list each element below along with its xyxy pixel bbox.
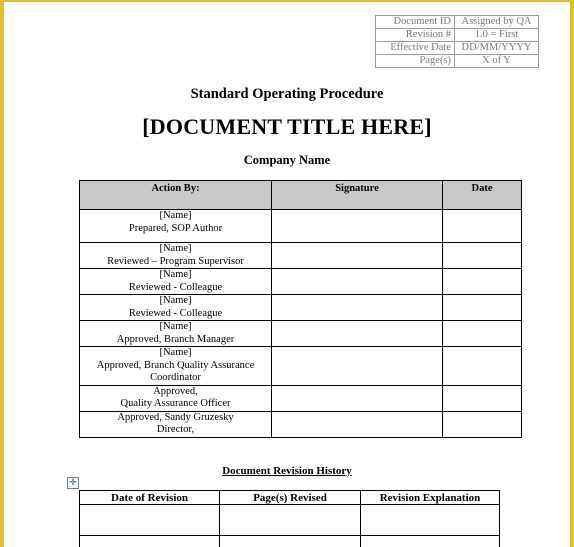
approver-role-cont: Coordinator [150, 372, 201, 383]
signature-cell[interactable] [272, 243, 443, 269]
table-row [80, 243, 522, 269]
signature-cell[interactable] [272, 411, 443, 437]
table-row [80, 411, 522, 437]
date-cell[interactable] [443, 385, 522, 411]
table-row [80, 210, 522, 243]
revision-history-table [79, 490, 500, 547]
table-row [80, 385, 522, 411]
document-title[interactable]: [DOCUMENT TITLE HERE] [142, 114, 432, 139]
action-by-cell[interactable] [80, 243, 272, 269]
date-cell[interactable] [443, 347, 522, 386]
signature-cell[interactable] [272, 269, 443, 295]
approver-name: [Name] [159, 347, 192, 358]
document-metadata-table [375, 15, 539, 68]
approver-role: Reviewed - Colleague [128, 281, 223, 293]
action-by-cell[interactable] [80, 385, 272, 411]
approver-name: [Name] [159, 243, 192, 254]
revision-history-heading: Document Revision History [222, 465, 352, 477]
meta-value[interactable]: DD/MM/YYYY [455, 42, 539, 55]
revision-pages-cell[interactable] [220, 536, 361, 547]
move-handle-icon[interactable]: ✛ [67, 477, 79, 489]
action-by-cell[interactable] [80, 269, 272, 295]
approver-name: [Name] [159, 321, 192, 332]
revision-pages-cell[interactable] [220, 505, 361, 536]
company-name[interactable]: Company Name [243, 153, 331, 167]
header-revision-explanation: Revision Explanation [361, 491, 500, 505]
action-by-cell[interactable] [80, 210, 272, 243]
meta-row-document-id [376, 16, 539, 29]
approver-name: Approved, Sandy Gruzesky [117, 411, 234, 423]
approver-name: [Name] [159, 295, 192, 306]
meta-key: Page(s) [376, 55, 455, 68]
action-by-cell[interactable] [80, 411, 272, 437]
signature-cell[interactable] [272, 347, 443, 386]
table-row [80, 269, 522, 295]
date-cell[interactable] [443, 321, 522, 347]
date-cell[interactable] [443, 411, 522, 437]
meta-row-effective-date [376, 42, 539, 55]
approver-role: Reviewed – Program Supervisor [107, 255, 244, 267]
approver-role: Approved, Branch Manager [116, 333, 235, 345]
header-signature: Signature [272, 181, 443, 210]
approver-name: Approved, [153, 385, 198, 397]
table-row [80, 505, 500, 536]
revision-explanation-cell[interactable] [361, 536, 500, 547]
meta-value[interactable]: Assigned by QA [455, 16, 539, 29]
action-by-cell[interactable] [80, 321, 272, 347]
signature-cell[interactable] [272, 321, 443, 347]
signature-cell[interactable] [272, 385, 443, 411]
date-cell[interactable] [443, 269, 522, 295]
meta-key: Effective Date [376, 42, 455, 55]
meta-row-revision [376, 29, 539, 42]
sop-heading: Standard Operating Procedure [190, 86, 384, 102]
table-row [80, 295, 522, 321]
meta-row-pages [376, 55, 539, 68]
meta-value[interactable]: 1.0 = First [455, 29, 539, 42]
signoff-table [79, 180, 522, 438]
approver-role: Reviewed - Colleague [128, 307, 223, 319]
header-date: Date [443, 181, 522, 210]
approver-name: [Name] [159, 210, 192, 221]
date-cell[interactable] [443, 210, 522, 243]
revision-date-cell[interactable] [80, 536, 220, 547]
signature-cell[interactable] [272, 295, 443, 321]
signature-cell[interactable] [272, 210, 443, 243]
date-cell[interactable] [443, 295, 522, 321]
action-by-cell[interactable] [80, 347, 272, 386]
approver-role: Prepared, SOP Author [128, 222, 223, 234]
approver-name: [Name] [159, 269, 192, 280]
approver-role: Director, [156, 424, 195, 435]
table-row [80, 536, 500, 547]
meta-value[interactable]: X of Y [455, 55, 539, 68]
header-action-by: Action By: [80, 181, 272, 210]
approver-role: Approved, Branch Quality Assurance [96, 359, 255, 371]
revision-date-cell[interactable] [80, 505, 220, 536]
document-page [4, 2, 570, 547]
table-row [80, 347, 522, 386]
meta-key: Document ID [376, 16, 455, 29]
header-date-of-revision: Date of Revision [80, 491, 220, 505]
revision-explanation-cell[interactable] [361, 505, 500, 536]
date-cell[interactable] [443, 243, 522, 269]
table-row [80, 321, 522, 347]
approver-role: Quality Assurance Officer [120, 398, 231, 409]
action-by-cell[interactable] [80, 295, 272, 321]
header-pages-revised: Page(s) Revised [220, 491, 361, 505]
meta-key: Revision # [376, 29, 455, 42]
revision-header-row [80, 491, 500, 505]
signoff-header-row [80, 181, 522, 210]
